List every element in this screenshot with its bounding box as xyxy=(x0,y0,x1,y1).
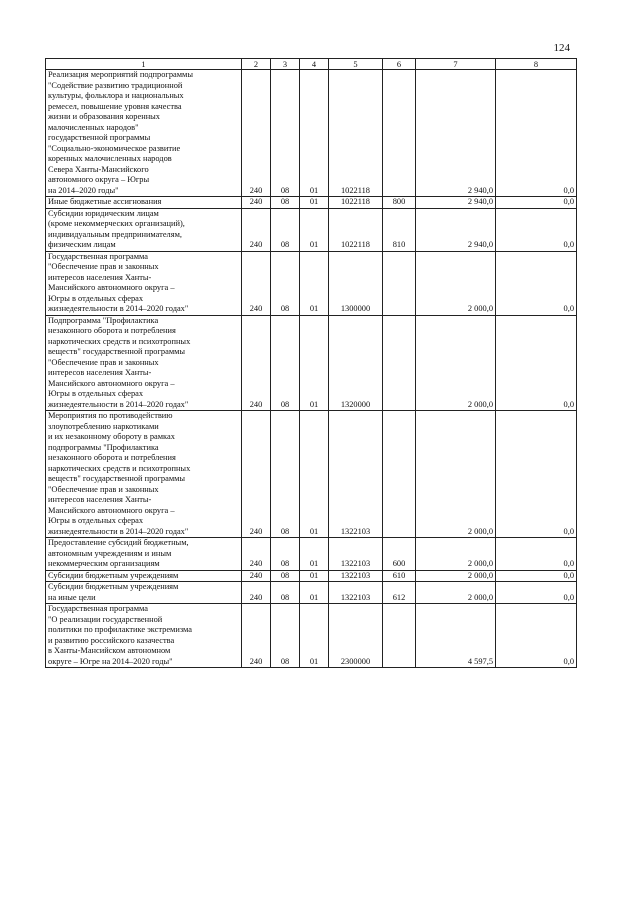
cell-section: 08 xyxy=(271,208,300,251)
table-row xyxy=(46,604,577,668)
cell-subsection: 01 xyxy=(300,70,329,197)
cell-amount: 2 000,0 xyxy=(416,570,496,582)
cell-target-article: 1322103 xyxy=(329,411,383,538)
cell-amount: 2 000,0 xyxy=(416,582,496,604)
column-header: 4 xyxy=(300,59,329,70)
cell-subsection: 01 xyxy=(300,197,329,209)
cell-subsection: 01 xyxy=(300,604,329,668)
cell-subsection: 01 xyxy=(300,582,329,604)
cell-expense-type: 810 xyxy=(383,208,416,251)
cell-code: 240 xyxy=(242,315,271,411)
column-header: 3 xyxy=(271,59,300,70)
cell-amount-2: 0,0 xyxy=(496,604,577,668)
cell-amount: 2 940,0 xyxy=(416,70,496,197)
table-row xyxy=(46,70,577,197)
row-name: Государственная программа "О реализации государственной политики по профилактике экстремизма и развитию российского казачества в Ханты-Мансийском автономном округе – Югре на 2014–2020 годы" xyxy=(46,604,242,668)
cell-section: 08 xyxy=(271,582,300,604)
column-header: 8 xyxy=(496,59,577,70)
column-header: 5 xyxy=(329,59,383,70)
column-header: 6 xyxy=(383,59,416,70)
cell-code: 240 xyxy=(242,411,271,538)
cell-expense-type xyxy=(383,604,416,668)
cell-expense-type xyxy=(383,251,416,315)
table-row xyxy=(46,251,577,315)
cell-section: 08 xyxy=(271,570,300,582)
cell-target-article: 1322103 xyxy=(329,538,383,571)
budget-table xyxy=(45,58,577,668)
cell-code: 240 xyxy=(242,538,271,571)
cell-section: 08 xyxy=(271,70,300,197)
cell-subsection: 01 xyxy=(300,538,329,571)
cell-amount: 2 000,0 xyxy=(416,315,496,411)
cell-amount: 2 000,0 xyxy=(416,538,496,571)
page-number: 124 xyxy=(553,42,570,54)
cell-amount-2: 0,0 xyxy=(496,315,577,411)
cell-section: 08 xyxy=(271,315,300,411)
cell-amount-2: 0,0 xyxy=(496,70,577,197)
cell-target-article: 1022118 xyxy=(329,70,383,197)
table-row xyxy=(46,315,577,411)
cell-target-article: 1320000 xyxy=(329,315,383,411)
cell-code: 240 xyxy=(242,582,271,604)
table-row xyxy=(46,582,577,604)
row-name: Иные бюджетные ассигнования xyxy=(46,197,242,209)
cell-section: 08 xyxy=(271,251,300,315)
cell-target-article: 1022118 xyxy=(329,197,383,209)
cell-amount-2: 0,0 xyxy=(496,208,577,251)
cell-amount: 4 597,5 xyxy=(416,604,496,668)
row-name: Подпрограмма "Профилактика незаконного оборота и потребления наркотических средств и психотропных веществ" государственной программы "Обеспечение прав и законных интересов населения Ханты- Мансийского автономного округа – Югры в отдельных сферах жизнедеятельности в 2014–2020 годах" xyxy=(46,315,242,411)
column-header: 7 xyxy=(416,59,496,70)
table-row xyxy=(46,208,577,251)
cell-expense-type xyxy=(383,411,416,538)
row-name: Субсидии бюджетным учреждениям xyxy=(46,570,242,582)
table-row xyxy=(46,411,577,538)
column-header: 1 xyxy=(46,59,242,70)
row-name: Мероприятия по противодействию злоупотреблению наркотиками и их незаконному обороту в рамках подпрограммы "Профилактика незаконного оборота и потребления наркотических средств и психотропных веществ" государственной программы "Обеспечение прав и законных интересов населения Ханты- Мансийского автономного округа – Югры в отдельных сферах жизнедеятельности в 2014–2020 годах" xyxy=(46,411,242,538)
cell-amount-2: 0,0 xyxy=(496,197,577,209)
row-name: Реализация мероприятий подпрограммы "Содействие развитию традиционной культуры, фольклора и национальных ремесел, повышение уровня качества жизни и образования коренных малочисленных народов" государственной программы "Социально-экономическое развитие коренных малочисленных народов Севера Ханты-Мансийского автономного округа – Югры на 2014–2020 годы" xyxy=(46,70,242,197)
table-row xyxy=(46,197,577,209)
table-row xyxy=(46,570,577,582)
cell-expense-type: 612 xyxy=(383,582,416,604)
cell-expense-type: 610 xyxy=(383,570,416,582)
cell-code: 240 xyxy=(242,70,271,197)
cell-expense-type xyxy=(383,70,416,197)
cell-subsection: 01 xyxy=(300,251,329,315)
table-row xyxy=(46,538,577,571)
row-name: Предоставление субсидий бюджетным, автономным учреждениям и иным некоммерческим организациям xyxy=(46,538,242,571)
row-name: Субсидии бюджетным учреждениям на иные цели xyxy=(46,582,242,604)
cell-expense-type: 600 xyxy=(383,538,416,571)
cell-expense-type: 800 xyxy=(383,197,416,209)
cell-code: 240 xyxy=(242,570,271,582)
cell-target-article: 1300000 xyxy=(329,251,383,315)
cell-code: 240 xyxy=(242,208,271,251)
cell-amount-2: 0,0 xyxy=(496,538,577,571)
cell-code: 240 xyxy=(242,197,271,209)
cell-section: 08 xyxy=(271,197,300,209)
cell-amount-2: 0,0 xyxy=(496,570,577,582)
cell-amount: 2 940,0 xyxy=(416,208,496,251)
cell-expense-type xyxy=(383,315,416,411)
cell-code: 240 xyxy=(242,251,271,315)
cell-target-article: 2300000 xyxy=(329,604,383,668)
cell-amount-2: 0,0 xyxy=(496,251,577,315)
cell-target-article: 1322103 xyxy=(329,570,383,582)
row-name: Государственная программа "Обеспечение прав и законных интересов населения Ханты- Мансийского автономного округа – Югры в отдельных сферах жизнедеятельности в 2014–2020 годах" xyxy=(46,251,242,315)
column-header: 2 xyxy=(242,59,271,70)
row-name: Субсидии юридическим лицам (кроме некоммерческих организаций), индивидуальным предпринимателям, физическим лицам xyxy=(46,208,242,251)
cell-amount: 2 000,0 xyxy=(416,411,496,538)
cell-subsection: 01 xyxy=(300,411,329,538)
cell-amount-2: 0,0 xyxy=(496,582,577,604)
cell-subsection: 01 xyxy=(300,208,329,251)
cell-subsection: 01 xyxy=(300,570,329,582)
cell-amount: 2 000,0 xyxy=(416,251,496,315)
cell-amount: 2 940,0 xyxy=(416,197,496,209)
cell-section: 08 xyxy=(271,411,300,538)
cell-code: 240 xyxy=(242,604,271,668)
cell-amount-2: 0,0 xyxy=(496,411,577,538)
header-row xyxy=(46,59,577,70)
cell-section: 08 xyxy=(271,538,300,571)
cell-section: 08 xyxy=(271,604,300,668)
cell-subsection: 01 xyxy=(300,315,329,411)
cell-target-article: 1022118 xyxy=(329,208,383,251)
cell-target-article: 1322103 xyxy=(329,582,383,604)
